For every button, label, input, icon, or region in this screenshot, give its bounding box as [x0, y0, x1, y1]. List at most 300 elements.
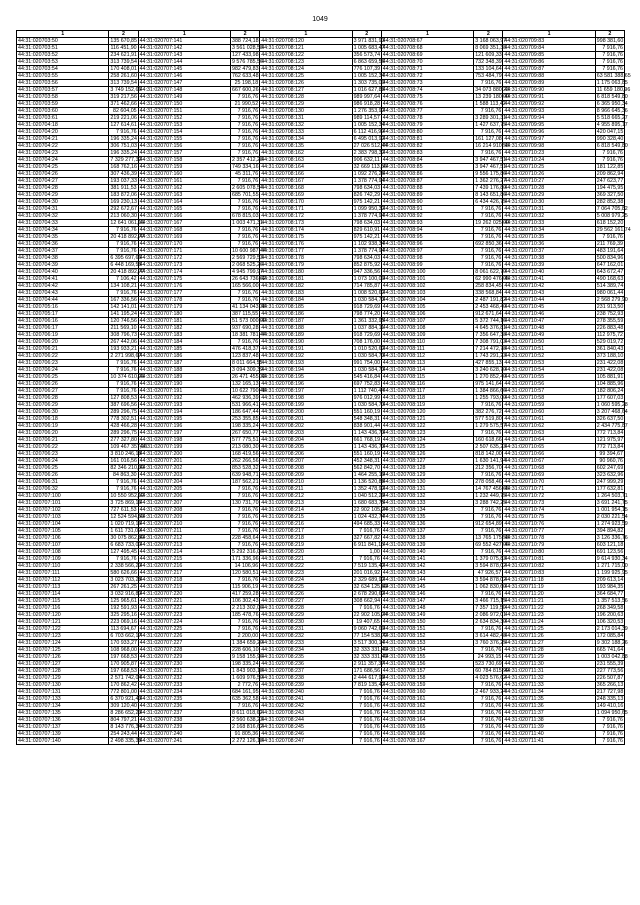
cadastral-number-cell: 44:31:020710:59 — [503, 402, 595, 409]
table-row — [17, 353, 625, 360]
cadastral-number-cell: 44:31:020710:43 — [503, 290, 595, 297]
cadastral-value-cell: 7 916,76 — [474, 717, 503, 724]
cadastral-value-cell: 109 467 357,16 — [110, 444, 148, 450]
cadastral-value-cell: 121 975,97 — [596, 437, 624, 443]
cadastral-number-cell: 44:31:020707:154 — [138, 129, 230, 136]
cadastral-value-cell: 115 906,19 — [232, 584, 259, 590]
cadastral-value-cell: 7 916,76 — [474, 80, 503, 87]
table-row — [17, 87, 625, 94]
cadastral-value-cell: 319 217,56 — [110, 94, 137, 100]
table-row — [17, 178, 625, 185]
cadastral-value-cell: 120 746,56 — [110, 318, 137, 324]
cadastral-number-cell: 44:31:020707:157 — [138, 150, 230, 157]
table-row — [17, 73, 625, 80]
cadastral-value-cell: 643 672,47 — [596, 269, 624, 275]
cadastral-value-cell: 7 916,76 — [352, 696, 381, 703]
table-row — [17, 409, 625, 416]
cadastral-value-cell: 1 040 512,29 — [353, 493, 385, 499]
cadastral-number-cell: 44:31:020707:103 — [17, 514, 109, 521]
table-row — [17, 185, 625, 192]
cadastral-number-cell: 44:31:020707:211 — [138, 528, 230, 535]
table-row — [17, 619, 625, 626]
cadastral-number-cell: 44:31:020707:102 — [17, 507, 109, 514]
cadastral-value-cell: 798 634,03 — [353, 220, 381, 226]
cadastral-number-cell: 44:31:020707:160 — [138, 171, 230, 178]
table-row — [17, 430, 625, 437]
table-row — [17, 570, 625, 577]
cadastral-number-cell: 44:31:020703:52 — [17, 52, 109, 59]
cadastral-number-cell: 44:31:020710:71 — [503, 486, 595, 493]
cadastral-value-cell: 13 239 180,00 — [475, 94, 510, 100]
cadastral-value-cell: 1 379 075,83 — [475, 556, 507, 562]
cadastral-number-cell: 44:31:020708:205 — [260, 444, 352, 451]
cadastral-value-cell: 452 348,31 — [353, 458, 381, 464]
cadastral-number-cell: 44:31:020711:22 — [503, 605, 595, 612]
cadastral-value-cell: 84 863,30 — [109, 472, 138, 479]
cadastral-value-cell: 1 352 478,92 — [353, 486, 385, 492]
cadastral-value-cell: 60 784 815,99 — [475, 668, 510, 674]
cadastral-value-cell: 2 911 357,37 — [353, 661, 385, 667]
cadastral-value-cell: 8 011 664,55 — [232, 360, 263, 366]
cadastral-value-cell: 7 916,76 — [352, 710, 381, 717]
cadastral-value-cell: 7 916,76 — [109, 479, 138, 486]
cadastral-number-cell: 44:31:020707:135 — [17, 710, 109, 717]
cadastral-number-cell: 44:31:020707:105 — [17, 528, 109, 535]
cadastral-number-cell: 44:31:020707:177 — [138, 290, 230, 297]
cadastral-number-cell: 44:31:020703:61 — [17, 115, 109, 122]
cadastral-number-cell: 44:31:020708:183 — [260, 290, 352, 297]
cadastral-value-cell: 313 739,54 — [110, 80, 137, 86]
cadastral-number-cell: 44:31:020707:240 — [138, 731, 230, 738]
cadastral-number-cell: 44:31:020707:186 — [138, 353, 230, 360]
cadastral-number-cell: 44:31:020711:31 — [503, 668, 595, 675]
cadastral-number-cell: 44:31:020707:199 — [138, 444, 230, 451]
cadastral-number-cell: 44:31:020707:198 — [138, 437, 230, 444]
cadastral-number-cell: 44:31:020707:195 — [138, 416, 230, 423]
cadastral-value-cell: 7 916,76 — [474, 647, 503, 654]
cadastral-number-cell: 44:31:020708:173 — [260, 220, 352, 227]
cadastral-number-cell: 44:31:020708:223 — [260, 570, 352, 577]
table-row — [17, 290, 625, 297]
cadastral-number-cell: 44:31:020706:28 — [17, 395, 109, 402]
cadastral-number-cell: 44:31:020708:244 — [260, 717, 352, 724]
cadastral-number-cell: 44:31:020711:25 — [503, 626, 595, 633]
cadastral-number-cell: 44:31:020711:19 — [503, 584, 595, 591]
cadastral-value-cell: 7 916,76 — [231, 199, 260, 206]
cadastral-number-cell: 44:31:020708:228 — [260, 605, 352, 612]
table-row — [17, 661, 625, 668]
cadastral-number-cell: 44:31:020707:139 — [17, 731, 109, 738]
cadastral-value-cell: 325 295,16 — [110, 612, 137, 618]
table-row — [17, 269, 625, 276]
cadastral-number-cell: 44:31:020708:161 — [381, 696, 473, 703]
table-row — [17, 514, 625, 521]
table-row — [17, 234, 625, 241]
cadastral-number-cell: 44:31:020707:207 — [138, 500, 230, 507]
cadastral-number-cell: 44:31:020708:128 — [381, 465, 473, 472]
cadastral-number-cell: 44:31:020711:41 — [503, 738, 595, 745]
cadastral-value-cell: 603 121,18 — [596, 542, 624, 548]
cadastral-number-cell: 44:31:020708:69 — [381, 52, 473, 59]
cadastral-value-cell: 937 690,28 — [232, 325, 259, 331]
cadastral-number-cell: 44:31:020707:226 — [138, 633, 230, 640]
cadastral-number-cell: 44:31:020707:225 — [138, 626, 230, 633]
cadastral-number-cell: 44:31:020707:110 — [17, 563, 109, 570]
cadastral-value-cell: 8 061 622,70 — [475, 269, 507, 275]
cadastral-value-cell: 7 916,76 — [231, 339, 260, 346]
cadastral-number-cell: 44:31:020708:218 — [260, 535, 352, 542]
cadastral-value-cell: 387 115,55 — [232, 311, 259, 317]
cadastral-value-cell: 26 643 736,62 — [232, 276, 266, 282]
cadastral-value-cell: 7 916,76 — [109, 556, 138, 563]
cadastral-number-cell: 44:31:020704:41 — [17, 276, 109, 283]
cadastral-value-cell: 268 349,58 — [596, 605, 624, 611]
cadastral-number-cell: 44:31:020710:53 — [503, 360, 595, 367]
cadastral-value-cell: 772 713,84 — [596, 444, 624, 450]
cadastral-value-cell: 1 609 976,50 — [232, 675, 263, 681]
cadastral-value-cell: 7 916,76 — [595, 157, 624, 164]
cadastral-value-cell: 602 247,69 — [596, 465, 624, 471]
cadastral-number-cell: 44:31:020711:36 — [503, 703, 595, 710]
cadastral-number-cell: 44:31:020707:112 — [17, 577, 109, 584]
cadastral-number-cell: 44:31:020707:234 — [138, 689, 230, 696]
cadastral-number-cell: 44:31:020708:133 — [260, 129, 352, 136]
cadastral-value-cell: 691 123,56 — [596, 549, 624, 555]
cadastral-value-cell: 7 916,76 — [231, 290, 260, 297]
cadastral-number-cell: 44:31:020707:133 — [17, 696, 109, 703]
cadastral-number-cell: 44:31:020710:66 — [503, 451, 595, 458]
cadastral-value-cell: 7 916,76 — [474, 724, 503, 731]
cadastral-number-cell: 44:31:020708:194 — [260, 367, 352, 374]
cadastral-value-cell: 577 519,80 — [475, 416, 502, 422]
cadastral-value-cell: 772 713,84 — [596, 430, 624, 436]
cadastral-value-cell: 371 462,66 — [110, 101, 137, 107]
cadastral-value-cell: 1 016 627,88 — [353, 87, 385, 93]
cadastral-value-cell: 108 968,00 — [110, 647, 137, 653]
cadastral-value-cell: 7 916,76 — [231, 136, 260, 143]
cadastral-value-cell: 1 427 637,75 — [475, 122, 507, 128]
cadastral-number-cell: 44:31:020710:79 — [503, 542, 595, 549]
cadastral-number-cell: 44:31:020710:38 — [503, 255, 595, 262]
cadastral-value-cell: 2 560 638,23 — [232, 717, 263, 723]
cadastral-value-cell: 7 439 176,80 — [475, 185, 507, 191]
cadastral-value-cell: 1 102 938,34 — [353, 241, 385, 247]
cadastral-value-cell: 7 916,76 — [474, 129, 503, 136]
cadastral-value-cell: 8 611 018,62 — [232, 710, 263, 716]
cadastral-number-cell: 44:31:020703:57 — [17, 87, 109, 94]
cadastral-value-cell: 4 955 895,17 — [596, 122, 628, 128]
cadastral-value-cell: 2 338 566,20 — [110, 563, 142, 569]
cadastral-number-cell: 44:31:020706:20 — [17, 430, 109, 437]
table-row — [17, 402, 625, 409]
table-row — [17, 423, 625, 430]
cadastral-value-cell: 197 668,53 — [110, 654, 137, 660]
cadastral-number-cell: 44:31:020708:108 — [381, 325, 473, 332]
cadastral-number-cell: 44:31:020706:31 — [17, 479, 109, 486]
cadastral-value-cell: 6 395 697,66 — [110, 255, 142, 261]
table-row — [17, 101, 625, 108]
cadastral-number-cell: 44:31:020703:60 — [17, 108, 109, 115]
cadastral-number-cell: 44:31:020707:184 — [138, 339, 230, 346]
table-row — [17, 612, 625, 619]
cadastral-number-cell: 44:31:020707:206 — [138, 493, 230, 500]
cadastral-number-cell: 44:31:020707:223 — [138, 612, 230, 619]
cadastral-number-cell: 44:31:020707:158 — [138, 157, 230, 164]
cadastral-value-cell: 7 916,76 — [231, 178, 260, 185]
cadastral-value-cell: 3 594 878,02 — [475, 563, 507, 569]
cadastral-value-cell: 7 519 135,42 — [353, 563, 385, 569]
cadastral-number-cell: 44:31:020706:19 — [17, 423, 109, 430]
cadastral-number-cell: 44:31:020711:33 — [503, 682, 595, 689]
cadastral-value-cell: 7 916,76 — [595, 150, 624, 157]
cadastral-number-cell: 44:31:020710:83 — [503, 570, 595, 577]
cadastral-number-cell: 44:31:020706:26 — [17, 381, 109, 388]
cadastral-number-cell: 44:31:020708:76 — [381, 101, 473, 108]
cadastral-number-cell: 44:31:020708:112 — [381, 353, 473, 360]
cadastral-value-cell: 1 384 659,20 — [232, 640, 263, 646]
cadastral-number-cell: 44:31:020707:236 — [138, 703, 230, 710]
cadastral-value-cell: 6 911 841,15 — [353, 542, 385, 548]
table-row — [17, 52, 625, 59]
cadastral-number-cell: 44:31:020707:141 — [138, 38, 230, 45]
cadastral-number-cell: 44:31:020707:172 — [138, 255, 230, 262]
cadastral-number-cell: 44:31:020708:102 — [381, 283, 473, 290]
cadastral-value-cell: 7 357 119,50 — [475, 605, 506, 611]
cadastral-number-cell: 44:31:020704:21 — [17, 136, 109, 143]
cadastral-number-cell: 44:31:020708:164 — [381, 717, 473, 724]
cadastral-number-cell: 44:31:020708:74 — [381, 87, 473, 94]
cadastral-value-cell: 975 141,64 — [475, 381, 502, 387]
cadastral-value-cell: 127 495,45 — [110, 549, 137, 555]
cadastral-number-cell: 44:31:020709:96 — [503, 129, 595, 136]
table-row — [17, 346, 625, 353]
cadastral-number-cell: 44:31:020709:95 — [503, 122, 595, 129]
cadastral-value-cell: 364 684,77 — [596, 591, 624, 597]
cadastral-value-cell: 1 255 793,00 — [475, 395, 507, 401]
cadastral-value-cell: 1 464 255,19 — [353, 472, 385, 478]
cadastral-value-cell: 2 434 775,87 — [596, 423, 628, 429]
cadastral-number-cell: 44:31:020708:211 — [260, 486, 352, 493]
cadastral-value-cell: 853 528,32 — [232, 465, 259, 471]
table-row — [17, 360, 625, 367]
table-row — [17, 500, 625, 507]
cadastral-value-cell: 4 023 576,62 — [475, 675, 507, 681]
cadastral-number-cell: 44:31:020707:212 — [138, 535, 230, 542]
cadastral-number-cell: 44:31:020709:94 — [503, 115, 595, 122]
cadastral-number-cell: 44:31:020708:120 — [381, 409, 473, 416]
cadastral-number-cell: 44:31:020708:148 — [381, 605, 473, 612]
cadastral-value-cell: 82 346 210,30 — [110, 465, 145, 471]
cadastral-number-cell: 44:31:020708:140 — [381, 549, 473, 556]
cadastral-value-cell: 123 837,48 — [232, 353, 259, 359]
cadastral-value-cell: 161 127,08 — [475, 136, 502, 142]
cadastral-number-cell: 44:31:020711:26 — [503, 633, 595, 640]
cadastral-value-cell: 3 168 063,97 — [475, 38, 507, 44]
cadastral-number-cell: 44:31:020703:54 — [17, 66, 109, 73]
cadastral-value-cell: 852 875,92 — [353, 262, 381, 268]
cadastral-value-cell: 30 075 862,80 — [110, 535, 145, 541]
cadastral-value-cell: 27 026 512,44 — [353, 143, 388, 149]
cadastral-value-cell: 231 913,50 — [596, 304, 624, 310]
cadastral-value-cell: 41 134 043,38 — [232, 304, 266, 310]
cadastral-number-cell: 44:31:020708:190 — [260, 339, 352, 346]
cadastral-value-cell: 1 232 449,75 — [475, 493, 507, 499]
cadastral-number-cell: 44:31:020708:86 — [381, 171, 473, 178]
cadastral-value-cell: 182 806,24 — [596, 388, 624, 394]
cadastral-number-cell: 44:31:020708:123 — [260, 59, 352, 66]
table-row — [17, 136, 625, 143]
cadastral-value-cell: 365 266,13 — [596, 682, 624, 688]
cadastral-number-cell: 44:31:020708:160 — [381, 689, 473, 696]
cadastral-number-cell: 44:31:020708:204 — [260, 437, 352, 444]
cadastral-value-cell: 1 030 584,73 — [353, 367, 385, 373]
cadastral-number-cell: 44:31:020708:123 — [381, 430, 473, 437]
cadastral-number-cell: 44:31:020708:72 — [381, 73, 473, 80]
cadastral-value-cell: 7 916,76 — [352, 731, 381, 738]
cadastral-number-cell: 44:31:020704:25 — [17, 164, 109, 171]
cadastral-value-cell: 804 797,21 — [110, 717, 137, 723]
cadastral-number-cell: 44:31:020707:241 — [138, 738, 230, 745]
cadastral-value-cell: 213 060,30 — [110, 213, 137, 219]
cadastral-number-cell: 44:31:020708:232 — [260, 633, 352, 640]
cadastral-value-cell: 7 916,76 — [231, 703, 260, 710]
cadastral-value-cell: 989 997,64 — [353, 94, 381, 100]
cadastral-number-cell: 44:31:020710:29 — [503, 192, 595, 199]
cadastral-value-cell: 24 993,15 — [474, 654, 503, 661]
cadastral-number-cell: 44:31:020708:163 — [381, 710, 473, 717]
cadastral-value-cell: 918 729,69 — [353, 304, 381, 310]
cadastral-number-cell: 44:31:020707:224 — [138, 619, 230, 626]
cadastral-value-cell: 678 815,03 — [232, 213, 259, 219]
cadastral-number-cell: 44:31:020706:22 — [17, 353, 109, 360]
cadastral-value-cell: 7 916,76 — [474, 430, 503, 437]
cadastral-value-cell: 32 333 331,40 — [353, 654, 388, 660]
cadastral-number-cell: 44:31:020707:222 — [138, 605, 230, 612]
cadastral-number-cell: 44:31:020708:172 — [260, 213, 352, 220]
cadastral-number-cell: 44:31:020711:38 — [503, 717, 595, 724]
cadastral-number-cell: 44:31:020708:156 — [381, 661, 473, 668]
cadastral-number-cell: 44:31:020709:86 — [503, 59, 595, 66]
cadastral-number-cell: 44:31:020710:57 — [503, 388, 595, 395]
cadastral-number-cell: 44:31:020708:134 — [381, 507, 473, 514]
cadastral-number-cell: 44:31:020707:170 — [138, 241, 230, 248]
cadastral-value-cell: 490 168,63 — [596, 276, 624, 282]
cadastral-value-cell: 2 357 412,28 — [232, 157, 263, 163]
cadastral-number-cell: 44:31:020710:81 — [503, 556, 595, 563]
cadastral-value-cell: 6 703 662,17 — [110, 633, 142, 639]
cadastral-value-cell: 1 136 520,88 — [353, 479, 385, 485]
cadastral-number-cell: 44:31:020704:28 — [17, 185, 109, 192]
cadastral-number-cell: 44:31:020706:32 — [17, 486, 109, 493]
cadastral-value-cell: 211 769,39 — [596, 241, 623, 247]
cadastral-number-cell: 44:31:020707:182 — [138, 325, 230, 332]
cadastral-value-table — [16, 30, 631, 745]
cadastral-number-cell: 44:31:020709:97 — [503, 136, 595, 143]
cadastral-value-cell: 1 362 276,27 — [475, 178, 507, 184]
table-row — [17, 528, 625, 535]
table-row — [17, 598, 625, 605]
cadastral-value-cell: 3 691 241,75 — [596, 500, 628, 506]
cadastral-number-cell: 44:31:020707:165 — [138, 206, 230, 213]
cadastral-number-cell: 44:31:020711:20 — [503, 591, 595, 598]
cadastral-number-cell: 44:31:020708:175 — [260, 234, 352, 241]
cadastral-number-cell: 44:31:020708:207 — [260, 458, 352, 465]
cadastral-value-cell: 361 840,43 — [596, 346, 624, 352]
cadastral-number-cell: 44:31:020708:152 — [381, 633, 473, 640]
cadastral-number-cell: 44:31:020707:209 — [138, 514, 230, 521]
cadastral-value-cell: 258 834,45 — [475, 283, 502, 289]
cadastral-number-cell: 44:31:020707:203 — [138, 472, 230, 479]
cadastral-number-cell: 44:31:020710:80 — [503, 549, 595, 556]
cadastral-value-cell: 7 916,76 — [352, 738, 381, 745]
cadastral-value-cell: 580 626,66 — [110, 570, 137, 576]
table-row — [17, 591, 625, 598]
cadastral-number-cell: 44:31:020710:56 — [503, 381, 595, 388]
cadastral-number-cell: 44:31:020708:246 — [260, 731, 352, 738]
cadastral-value-cell: 1 010 520,62 — [353, 346, 385, 352]
cadastral-value-cell: 7 916,76 — [474, 528, 503, 535]
cadastral-value-cell: 309 120,40 — [110, 703, 137, 709]
cadastral-number-cell: 44:31:020707:173 — [138, 262, 230, 269]
cadastral-number-cell: 44:31:020707:185 — [138, 346, 230, 353]
cadastral-number-cell: 44:31:020707:196 — [138, 423, 230, 430]
cadastral-value-cell: 209 613,14 — [596, 577, 624, 583]
cadastral-value-cell: 234 621,91 — [110, 52, 137, 58]
cadastral-number-cell: 44:31:020704:33 — [17, 220, 109, 227]
cadastral-number-cell: 44:31:020708:110 — [381, 339, 473, 346]
cadastral-value-cell: 531 966,41 — [232, 402, 259, 408]
cadastral-number-cell: 44:31:020707:181 — [138, 318, 230, 325]
cadastral-value-cell: 25 198,18 — [231, 80, 260, 87]
cadastral-number-cell: 44:31:020708:226 — [260, 591, 352, 598]
cadastral-number-cell: 44:31:020711:34 — [503, 689, 595, 696]
table-row — [17, 633, 625, 640]
cadastral-value-cell: 183 872,06 — [110, 192, 137, 198]
cadastral-value-cell: 7 916,76 — [474, 150, 503, 157]
cadastral-number-cell: 44:31:020710:45 — [503, 304, 595, 311]
cadastral-value-cell: 177 632,81 — [596, 486, 624, 492]
cadastral-number-cell: 44:31:020708:210 — [260, 479, 352, 486]
cadastral-number-cell: 44:31:020708:155 — [381, 654, 473, 661]
cadastral-value-cell: 381 911,53 — [110, 185, 137, 191]
cadastral-number-cell: 44:31:020708:113 — [381, 360, 473, 367]
cadastral-value-cell: 7 916,76 — [474, 213, 503, 220]
cadastral-value-cell: 262 266,56 — [232, 458, 259, 464]
cadastral-number-cell: 44:31:020706:19 — [17, 332, 109, 339]
cadastral-number-cell: 44:31:020708:217 — [260, 528, 352, 535]
cadastral-number-cell: 44:31:020710:68 — [503, 465, 595, 472]
cadastral-value-cell: 2 173 014,39 — [596, 626, 628, 632]
cadastral-value-cell: 428 466,28 — [110, 423, 137, 429]
cadastral-number-cell: 44:31:020708:138 — [381, 535, 473, 542]
column-header: 1 — [138, 31, 230, 38]
cadastral-value-cell: 186 647,44 — [232, 409, 259, 415]
cadastral-number-cell: 44:31:020705:16 — [17, 304, 109, 311]
cadastral-number-cell: 44:31:020707:210 — [138, 521, 230, 528]
cadastral-number-cell: 44:31:020707:167 — [138, 220, 230, 227]
cadastral-number-cell: 44:31:020707:200 — [138, 451, 230, 458]
cadastral-value-cell: 169 230,13 — [110, 199, 137, 205]
cadastral-number-cell: 44:31:020707:188 — [138, 367, 230, 374]
cadastral-value-cell: 231 422,08 — [596, 367, 624, 373]
cadastral-value-cell: 181 122,85 — [596, 164, 624, 170]
cadastral-number-cell: 44:31:020705:17 — [17, 311, 109, 318]
cadastral-number-cell: 44:31:020707:231 — [138, 668, 230, 675]
cadastral-value-cell: 10 550 952,12 — [110, 493, 145, 499]
cadastral-number-cell: 44:31:020708:231 — [260, 626, 352, 633]
cadastral-value-cell: 82 604,05 — [109, 108, 138, 115]
table-row — [17, 59, 625, 66]
